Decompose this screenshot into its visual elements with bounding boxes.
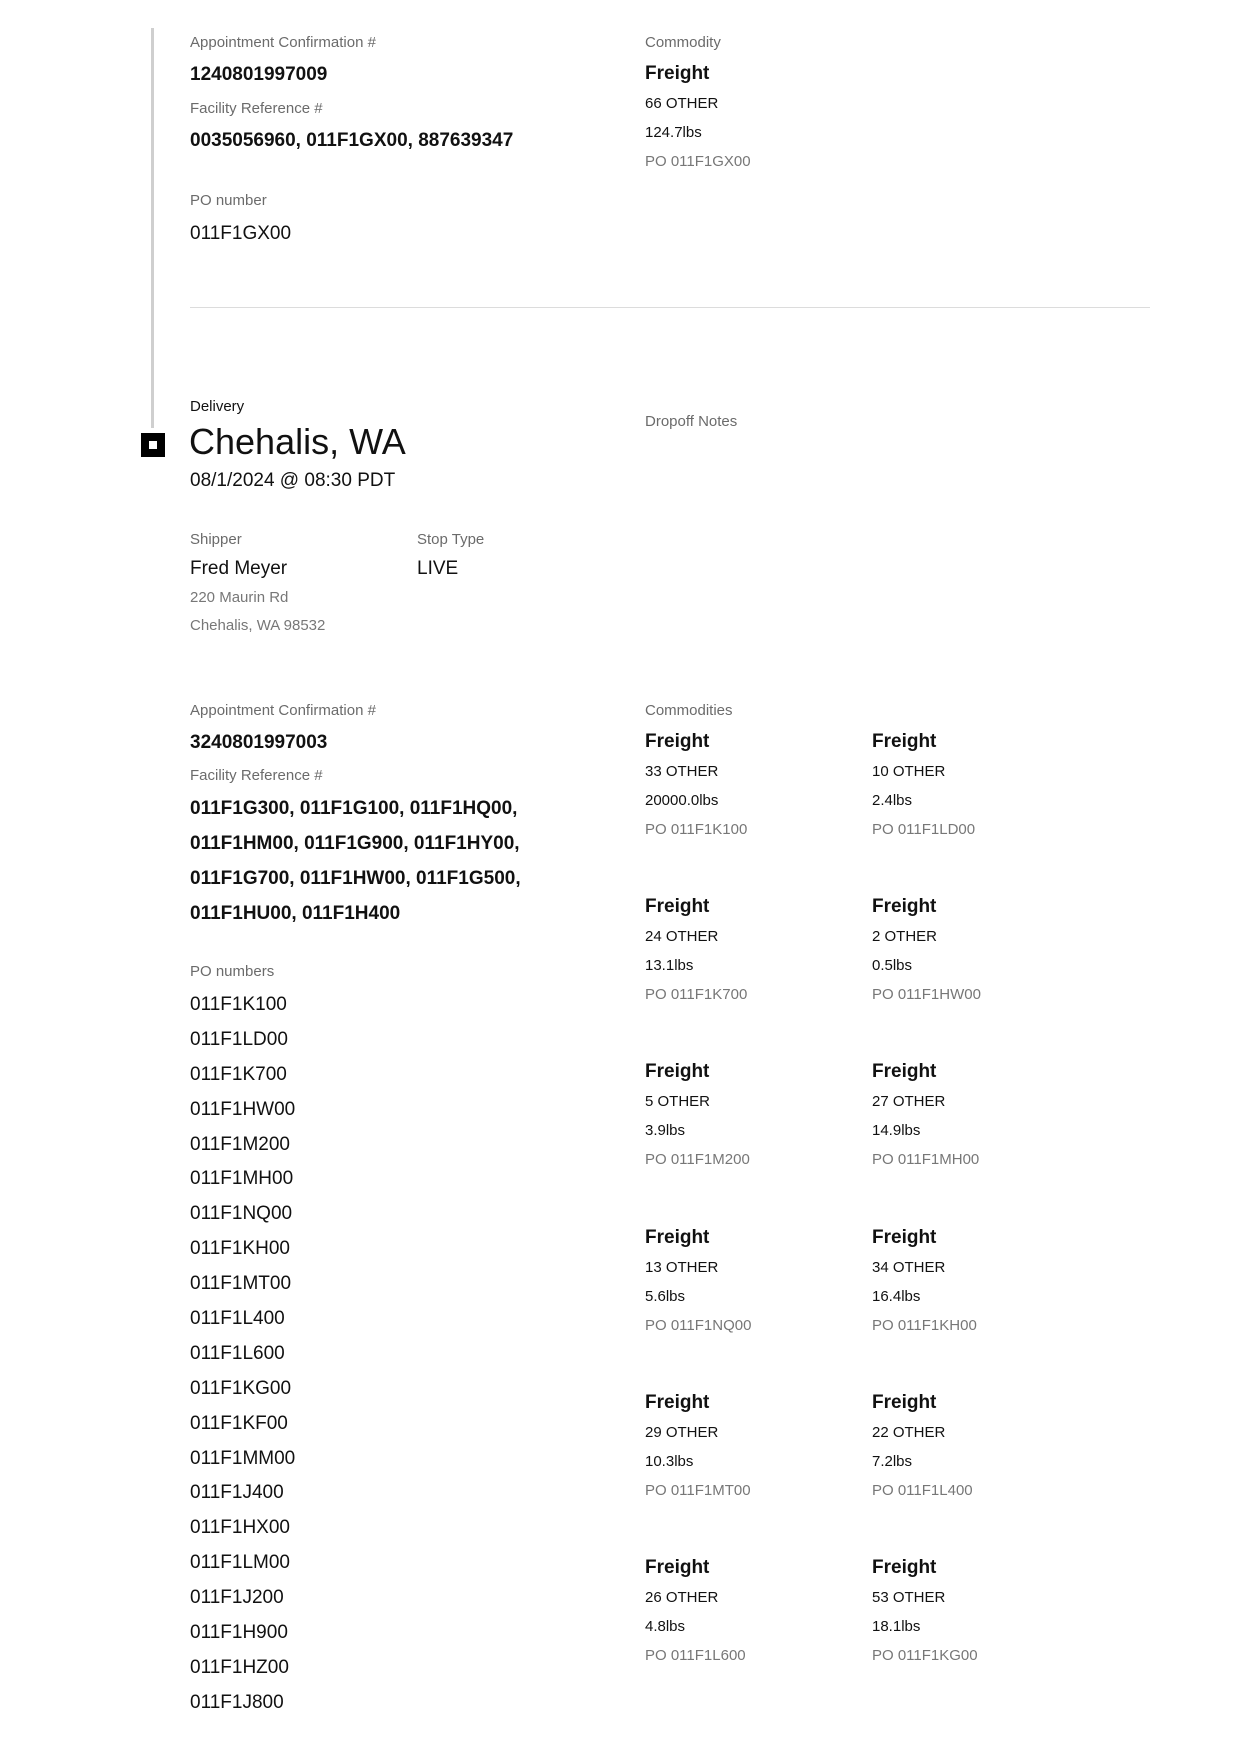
commodity-po: PO 011F1KH00: [872, 1316, 977, 1334]
commodity-item: [645, 1553, 845, 1670]
stop-type-value: LIVE: [417, 558, 459, 579]
commodities-label: Commodities: [645, 702, 733, 719]
shipper-label: Shipper: [190, 531, 242, 548]
commodity-qty: 29 OTHER: [645, 1423, 719, 1441]
po-number-item: 011F1J200: [190, 1587, 284, 1609]
pickup-commodity-label: Commodity: [645, 34, 721, 51]
po-number-item: 011F1MM00: [190, 1447, 296, 1469]
commodity-item: [872, 1553, 1072, 1670]
delivery-appointment-label: Appointment Confirmation #: [190, 702, 376, 719]
pickup-appointment-label: Appointment Confirmation #: [190, 34, 376, 51]
commodity-item: [872, 727, 1072, 844]
commodity-item: [872, 1223, 1072, 1340]
dropoff-notes-label: Dropoff Notes: [645, 413, 738, 430]
commodity-item: [645, 727, 845, 844]
po-number-item: 011F1KH00: [190, 1238, 290, 1260]
commodity-name: Freight: [872, 1391, 937, 1413]
pickup-appointment-number: 1240801997009: [190, 64, 328, 85]
commodity-qty: 10 OTHER: [872, 763, 946, 780]
commodity-qty: 5 OTHER: [645, 1093, 711, 1111]
commodity-po: PO 011F1K100: [645, 821, 748, 838]
commodity-weight: 4.8lbs: [645, 1618, 686, 1635]
commodity-po: PO 011F1K700: [645, 986, 748, 1004]
commodity-item: [645, 1223, 845, 1340]
commodity-qty: 34 OTHER: [872, 1258, 946, 1276]
po-number-list: [190, 988, 295, 1721]
commodity-qty: 24 OTHER: [645, 928, 719, 946]
po-number-item: 011F1MT00: [190, 1273, 292, 1295]
commodity-weight: 16.4lbs: [872, 1287, 921, 1305]
commodity-weight: 2.4lbs: [872, 792, 913, 809]
commodity-weight: 10.3lbs: [645, 1452, 694, 1470]
delivery-datetime: 08/1/2024 @ 08:30 PDT: [190, 470, 396, 491]
commodity-weight: 5.6lbs: [645, 1287, 686, 1305]
commodity-weight: 3.9lbs: [645, 1122, 686, 1140]
commodity-po: PO 011F1MH00: [872, 1151, 980, 1169]
commodity-po: PO 011F1MT00: [645, 1481, 751, 1499]
commodity-weight: 7.2lbs: [872, 1452, 913, 1470]
commodity-qty: 53 OTHER: [872, 1589, 946, 1606]
po-number-item: 011F1K700: [190, 1063, 287, 1085]
commodity-qty: 66 OTHER: [645, 95, 719, 112]
commodity-weight: 13.1lbs: [645, 957, 694, 975]
commodity-weight: 0.5lbs: [872, 957, 913, 975]
commodity-name: Freight: [872, 731, 937, 752]
commodity-po: PO 011F1L600: [645, 1647, 746, 1664]
po-number-item: 011F1HW00: [190, 1098, 296, 1120]
shipper-address-line2: Chehalis, WA 98532: [190, 617, 326, 634]
commodity-po: PO 011F1HW00: [872, 986, 981, 1004]
shipper-address-line1: 220 Maurin Rd: [190, 589, 289, 606]
commodity-po: PO 011F1L400: [872, 1481, 973, 1499]
commodity-po: PO 011F1KG00: [872, 1647, 978, 1664]
commodity-name: Freight: [872, 1061, 937, 1083]
po-number-item: 011F1NQ00: [190, 1203, 293, 1225]
commodity-qty: 27 OTHER: [872, 1093, 946, 1111]
pickup-commodity: [645, 59, 845, 176]
commodity-name: Freight: [645, 1557, 710, 1578]
pickup-facility-label: Facility Reference #: [190, 100, 323, 117]
po-number-item: 011F1LD00: [190, 1028, 288, 1050]
commodity-po: PO 011F1LD00: [872, 821, 976, 838]
po-number-item: 011F1J800: [190, 1691, 284, 1713]
commodity-weight: 124.7lbs: [645, 124, 702, 141]
commodity-item: [645, 1388, 845, 1505]
po-number-item: 011F1J400: [190, 1482, 284, 1504]
commodity-weight: 18.1lbs: [872, 1618, 921, 1635]
commodity-weight: 20000.0lbs: [645, 792, 719, 809]
commodity-name: Freight: [645, 1391, 710, 1413]
commodity-name: Freight: [872, 896, 937, 918]
commodity-weight: 14.9lbs: [872, 1122, 921, 1140]
commodity-name: Freight: [872, 1226, 937, 1248]
po-number-item: 011F1MH00: [190, 1168, 294, 1190]
commodity-po: PO 011F1NQ00: [645, 1316, 752, 1334]
commodity-po: PO 011F1M200: [645, 1151, 750, 1169]
commodity-name: Freight: [645, 896, 710, 918]
commodity-item: [645, 892, 845, 1009]
po-number-item: 011F1LM00: [190, 1552, 290, 1574]
commodity-qty: 13 OTHER: [645, 1258, 719, 1276]
commodity-qty: 33 OTHER: [645, 763, 719, 780]
po-number-item: 011F1L600: [190, 1342, 285, 1364]
po-number-item: 011F1KG00: [190, 1377, 292, 1399]
commodity-name: Freight: [645, 1226, 710, 1248]
commodity-qty: 2 OTHER: [872, 928, 938, 946]
po-number-item: 011F1K100: [190, 994, 287, 1015]
po-number-item: 011F1KF00: [190, 1412, 288, 1434]
pickup-facility-reference: 0035056960, 011F1GX00, 887639347: [190, 130, 514, 151]
commodity-name: Freight: [645, 1061, 710, 1083]
commodity-name: Freight: [645, 63, 710, 84]
commodity-name: Freight: [872, 1557, 937, 1578]
commodity-item: [872, 1057, 1072, 1174]
delivery-po-label: PO numbers: [190, 963, 275, 980]
commodity-name: Freight: [645, 731, 710, 752]
delivery-city: Chehalis, WA: [189, 421, 406, 462]
po-number-item: 011F1HZ00: [190, 1656, 289, 1678]
po-number-item: 011F1HX00: [190, 1517, 290, 1539]
po-number-item: 011F1H900: [190, 1622, 288, 1644]
commodity-item: [872, 892, 1072, 1009]
shipper-name: Fred Meyer: [190, 558, 288, 579]
commodity-qty: 26 OTHER: [645, 1589, 719, 1606]
commodity-po: PO 011F1GX00: [645, 153, 751, 170]
commodity-item: [872, 1388, 1072, 1505]
delivery-facility-reference: 011F1G300, 011F1G100, 011F1HQ00, 011F1HM00, 011F1G900, 011F1HY00, 011F1G700, 011F1HW00, 011F1G500, 011F1HU00, 011F1H400: [190, 798, 521, 924]
section-divider: [190, 307, 1150, 308]
commodity-qty: 22 OTHER: [872, 1423, 946, 1441]
commodity-item: [645, 1057, 845, 1174]
timeline-line: [151, 28, 154, 428]
delivery-facility-label: Facility Reference #: [190, 767, 323, 784]
po-number-item: 011F1M200: [190, 1133, 290, 1155]
pickup-po-number: 011F1GX00: [190, 223, 292, 244]
stop-type-heading: Delivery: [190, 398, 245, 415]
delivery-appointment-number: 3240801997003: [190, 732, 328, 753]
pickup-po-label: PO number: [190, 192, 267, 209]
po-number-item: 011F1L400: [190, 1308, 285, 1330]
delivery-stop-icon: [141, 433, 165, 457]
stop-type-label: Stop Type: [417, 531, 485, 548]
